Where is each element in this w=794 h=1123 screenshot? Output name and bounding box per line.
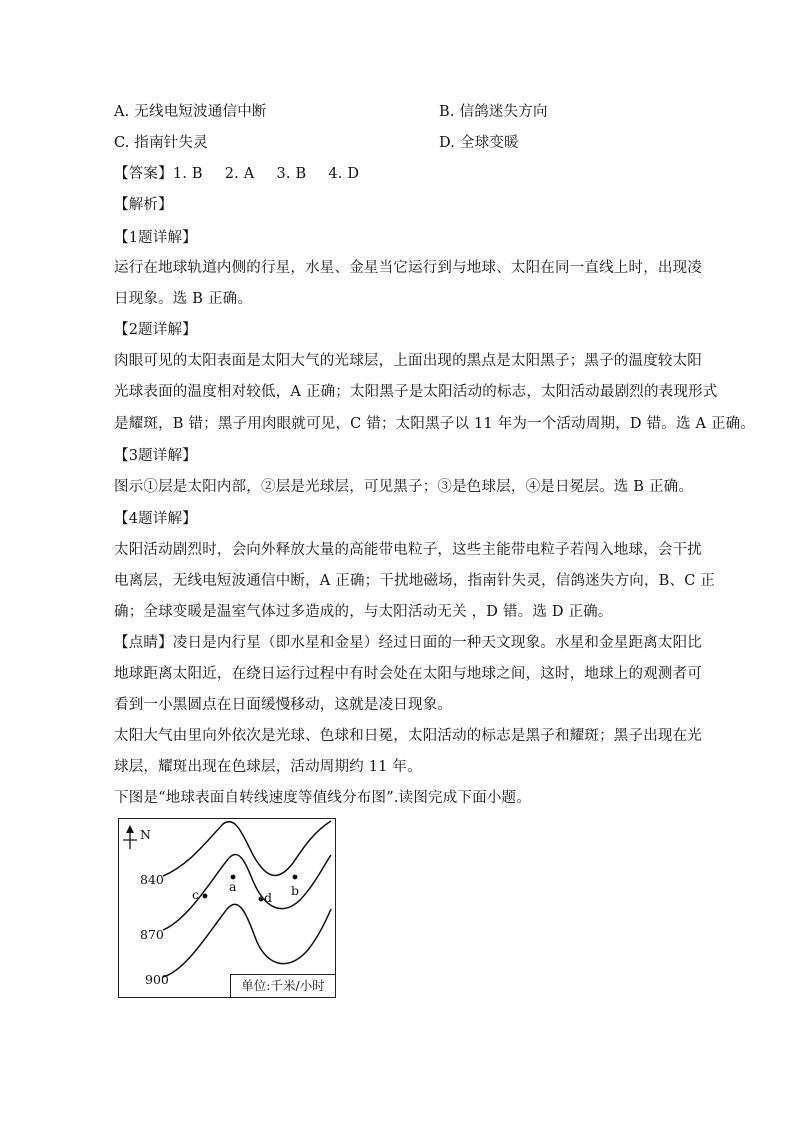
q4-text: 电离层，无线电短波通信中断，A 正确；干扰地磁场，指南针失灵，信鸽迷失方向，B、C 正 [114,573,716,589]
answer-item: 3. B [276,166,307,182]
q1-heading: 【1题详解】 [114,230,197,246]
q1-text: 运行在地球轨道内侧的行星，水星、金星当它运行到与地球、太阳在同一直线上时，出现凌 [114,260,702,276]
q4-heading: 【4题详解】 [114,511,197,527]
tip-text: 太阳大气由里向外依次是光球、色球和日冕，太阳活动的标志是黑子和耀斑；黑子出现在光 [114,728,702,744]
contour-line-900 [163,904,331,977]
point-a-label: a [229,879,237,894]
option-c: C. 指南针失灵 [114,135,208,151]
q3-heading: 【3题详解】 [114,448,197,464]
figure-intro: 下图是“地球表面自转线速度等值线分布图”.读图完成下面小题。 [114,790,531,806]
contour-map [119,819,337,999]
option-b: B. 信鸽迷失方向 [439,104,548,120]
tip-text: 【点睛】凌日是内行星（即水星和金星）经过日面的一种天文现象。水星和金星距离太阳比 [114,635,702,651]
point-d-marker [259,897,264,902]
contour-label: 900 [145,972,169,987]
answer-label: 【答案】 [114,166,173,182]
option-d: D. 全球变暖 [439,135,519,151]
answer-item: 1. B [172,166,203,182]
point-c-marker [203,894,208,899]
point-b-marker [293,875,298,880]
unit-label: 单位:千米/小时 [230,974,336,998]
q2-text: 光球表面的温度相对较低，A 正确；太阳黑子是太阳活动的标志，太阳活动最剧烈的表现形式 [114,384,718,400]
tip-text: 地球距离太阳近，在绕日运行过程中有时会处在太阳与地球之间，这时，地球上的观测者可 [114,666,702,682]
option-a: A. 无线电短波通信中断 [114,104,267,120]
tip-text: 球层，耀斑出现在色球层，活动周期约 11 年。 [114,759,422,775]
contour-label: 870 [140,927,164,942]
point-d-label: d [264,890,273,905]
q2-heading: 【2题详解】 [114,322,197,338]
answer-line [114,164,359,184]
q2-text: 是耀斑，B 错；黑子用肉眼就可见，C 错；太阳黑子以 11 年为一个活动周期，D 错。选 A 正确。 [114,416,756,432]
north-arrow-icon [123,825,137,849]
q1-text: 日现象。选 B 正确。 [114,291,253,307]
contour-map-figure [118,818,336,998]
answer-item: 2. A [224,166,255,182]
analysis-heading: 【解析】 [114,197,173,213]
contour-label: 840 [140,872,164,887]
answer-item: 4. D [328,166,360,182]
point-b-label: b [291,883,300,898]
q3-text: 图示①层是太阳内部，②层是光球层，可见黑子；③是色球层，④是日冕层。选 B 正确。 [114,479,694,495]
north-label: N [140,827,151,842]
q4-text: 确；全球变暖是温室气体过多造成的，与太阳活动无关 ，D 错。选 D 正确。 [114,604,613,620]
tip-text: 看到一小黑圆点在日面缓慢移动，这就是凌日现象。 [114,697,453,713]
point-c-label: c [192,887,200,902]
q4-text: 太阳活动剧烈时，会向外释放大量的高能带电粒子，这些主能带电粒子若闯入地球，会干扰 [114,542,702,558]
q2-text: 肉眼可见的太阳表面是太阳大气的光球层，上面出现的黑点是太阳黑子；黑子的温度较太阳 [114,353,702,369]
